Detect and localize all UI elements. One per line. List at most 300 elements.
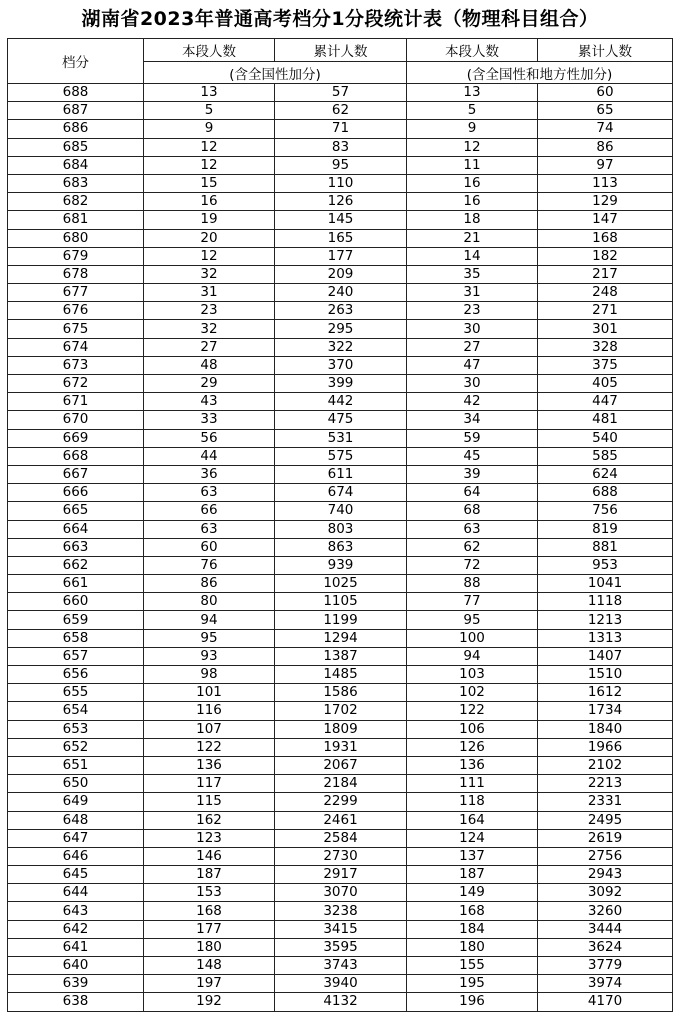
table-row [8, 738, 673, 756]
group1-count-cell: 187 [144, 866, 275, 884]
group1-count-cell: 13 [144, 84, 275, 102]
group2-cumulative-cell: 1612 [538, 684, 673, 702]
group1-count-cell: 33 [144, 411, 275, 429]
group1-cumulative-cell: 1387 [275, 647, 407, 665]
group1-count-cell: 192 [144, 993, 275, 1011]
group2-cumulative-cell: 447 [538, 393, 673, 411]
group1-cumulative-cell: 165 [275, 229, 407, 247]
group1-cumulative-cell: 674 [275, 484, 407, 502]
table-row [8, 829, 673, 847]
group2-cumulative-cell: 97 [538, 156, 673, 174]
group2-cumulative-cell: 129 [538, 193, 673, 211]
group1-count-cell: 9 [144, 120, 275, 138]
group1-cumulative-cell: 575 [275, 447, 407, 465]
group1-count-cell: 29 [144, 375, 275, 393]
score-cell: 658 [8, 629, 144, 647]
table-row [8, 429, 673, 447]
group2-count-cell: 126 [407, 738, 538, 756]
group1-count-cell: 123 [144, 829, 275, 847]
group2-count-cell: 23 [407, 302, 538, 320]
group2-count-cell: 62 [407, 538, 538, 556]
group1-count-cell: 101 [144, 684, 275, 702]
group2-cumulative-header: 累计人数 [538, 39, 673, 62]
group1-count-header: 本段人数 [144, 39, 275, 62]
group1-count-cell: 93 [144, 647, 275, 665]
group2-cumulative-cell: 74 [538, 120, 673, 138]
group2-cumulative-cell: 1313 [538, 629, 673, 647]
group2-count-cell: 39 [407, 465, 538, 483]
score-cell: 660 [8, 593, 144, 611]
group2-cumulative-cell: 2756 [538, 847, 673, 865]
group2-count-cell: 118 [407, 793, 538, 811]
table-row [8, 102, 673, 120]
table-row [8, 938, 673, 956]
table-row [8, 538, 673, 556]
group1-cumulative-cell: 3238 [275, 902, 407, 920]
group2-count-cell: 64 [407, 484, 538, 502]
group1-count-cell: 56 [144, 429, 275, 447]
group1-cumulative-cell: 1025 [275, 575, 407, 593]
group2-cumulative-cell: 3444 [538, 920, 673, 938]
group2-cumulative-cell: 1966 [538, 738, 673, 756]
group2-cumulative-cell: 3260 [538, 902, 673, 920]
group1-count-cell: 197 [144, 975, 275, 993]
table-row [8, 593, 673, 611]
table-row [8, 647, 673, 665]
group2-count-cell: 5 [407, 102, 538, 120]
group1-count-cell: 153 [144, 884, 275, 902]
score-cell: 685 [8, 138, 144, 156]
group1-count-cell: 180 [144, 938, 275, 956]
group2-cumulative-cell: 2495 [538, 811, 673, 829]
group1-count-cell: 63 [144, 484, 275, 502]
group2-cumulative-cell: 819 [538, 520, 673, 538]
score-cell: 651 [8, 756, 144, 774]
table-row [8, 720, 673, 738]
table-row [8, 138, 673, 156]
group2-cumulative-cell: 2619 [538, 829, 673, 847]
group2-count-cell: 122 [407, 702, 538, 720]
group2-count-cell: 45 [407, 447, 538, 465]
table-row [8, 884, 673, 902]
table-row [8, 393, 673, 411]
group2-count-cell: 16 [407, 174, 538, 192]
score-cell: 672 [8, 375, 144, 393]
group1-count-cell: 31 [144, 284, 275, 302]
score-cell: 682 [8, 193, 144, 211]
group2-count-cell: 77 [407, 593, 538, 611]
group2-count-cell: 137 [407, 847, 538, 865]
table-header [8, 39, 673, 84]
group1-count-cell: 60 [144, 538, 275, 556]
group2-note: (含全国性和地方性加分) [407, 62, 673, 84]
group2-count-cell: 95 [407, 611, 538, 629]
group1-count-cell: 168 [144, 902, 275, 920]
group1-cumulative-cell: 939 [275, 556, 407, 574]
group1-cumulative-cell: 83 [275, 138, 407, 156]
table-row [8, 756, 673, 774]
group1-cumulative-cell: 803 [275, 520, 407, 538]
group2-count-cell: 68 [407, 502, 538, 520]
group1-cumulative-cell: 62 [275, 102, 407, 120]
table-row [8, 957, 673, 975]
table-row [8, 411, 673, 429]
table-row [8, 993, 673, 1011]
group1-count-cell: 19 [144, 211, 275, 229]
table-row [8, 520, 673, 538]
table-row [8, 229, 673, 247]
group1-cumulative-cell: 2067 [275, 756, 407, 774]
score-cell: 675 [8, 320, 144, 338]
score-cell: 665 [8, 502, 144, 520]
group2-cumulative-cell: 2102 [538, 756, 673, 774]
group2-count-cell: 14 [407, 247, 538, 265]
table-row [8, 847, 673, 865]
group2-count-cell: 35 [407, 265, 538, 283]
group1-count-cell: 177 [144, 920, 275, 938]
group1-cumulative-cell: 3743 [275, 957, 407, 975]
group2-count-cell: 124 [407, 829, 538, 847]
group2-count-cell: 47 [407, 356, 538, 374]
group1-cumulative-cell: 1809 [275, 720, 407, 738]
score-cell: 676 [8, 302, 144, 320]
group2-cumulative-cell: 688 [538, 484, 673, 502]
group1-count-cell: 136 [144, 756, 275, 774]
group2-count-cell: 195 [407, 975, 538, 993]
group1-count-cell: 115 [144, 793, 275, 811]
group1-cumulative-cell: 611 [275, 465, 407, 483]
group2-count-cell: 31 [407, 284, 538, 302]
score-cell: 645 [8, 866, 144, 884]
group2-cumulative-cell: 168 [538, 229, 673, 247]
group2-count-cell: 12 [407, 138, 538, 156]
group2-count-cell: 102 [407, 684, 538, 702]
group1-cumulative-cell: 209 [275, 265, 407, 283]
group1-count-cell: 5 [144, 102, 275, 120]
score-cell: 677 [8, 284, 144, 302]
group2-cumulative-cell: 2213 [538, 775, 673, 793]
group2-count-cell: 42 [407, 393, 538, 411]
table-row [8, 866, 673, 884]
group1-cumulative-cell: 240 [275, 284, 407, 302]
group1-count-cell: 80 [144, 593, 275, 611]
table-row [8, 975, 673, 993]
group2-cumulative-cell: 147 [538, 211, 673, 229]
group2-cumulative-cell: 1213 [538, 611, 673, 629]
score-cell: 646 [8, 847, 144, 865]
group2-cumulative-cell: 881 [538, 538, 673, 556]
group2-count-cell: 63 [407, 520, 538, 538]
group2-cumulative-cell: 1840 [538, 720, 673, 738]
score-cell: 673 [8, 356, 144, 374]
group1-count-cell: 32 [144, 265, 275, 283]
group1-cumulative-cell: 531 [275, 429, 407, 447]
group1-cumulative-cell: 110 [275, 174, 407, 192]
group2-count-cell: 72 [407, 556, 538, 574]
group2-cumulative-cell: 624 [538, 465, 673, 483]
score-cell: 663 [8, 538, 144, 556]
page-title: 湖南省2023年普通高考档分1分段统计表（物理科目组合） [81, 8, 599, 30]
table-row [8, 629, 673, 647]
group2-cumulative-cell: 405 [538, 375, 673, 393]
score-cell: 681 [8, 211, 144, 229]
group1-cumulative-cell: 4132 [275, 993, 407, 1011]
table-row [8, 502, 673, 520]
group1-count-cell: 12 [144, 156, 275, 174]
group1-cumulative-cell: 2461 [275, 811, 407, 829]
group1-cumulative-cell: 57 [275, 84, 407, 102]
score-cell: 664 [8, 520, 144, 538]
table-body [8, 84, 673, 1012]
score-cell: 687 [8, 102, 144, 120]
group2-cumulative-cell: 182 [538, 247, 673, 265]
group1-cumulative-cell: 2584 [275, 829, 407, 847]
score-cell: 657 [8, 647, 144, 665]
group1-count-cell: 122 [144, 738, 275, 756]
group1-count-cell: 94 [144, 611, 275, 629]
score-column-header: 档分 [8, 39, 144, 84]
group2-count-cell: 155 [407, 957, 538, 975]
group2-cumulative-cell: 953 [538, 556, 673, 574]
group2-cumulative-cell: 301 [538, 320, 673, 338]
table-row [8, 338, 673, 356]
table-row [8, 702, 673, 720]
table-row [8, 920, 673, 938]
group1-count-cell: 86 [144, 575, 275, 593]
score-cell: 666 [8, 484, 144, 502]
score-cell: 655 [8, 684, 144, 702]
group2-cumulative-cell: 248 [538, 284, 673, 302]
group1-cumulative-cell: 2299 [275, 793, 407, 811]
group2-count-cell: 11 [407, 156, 538, 174]
table-row [8, 174, 673, 192]
group1-cumulative-cell: 3070 [275, 884, 407, 902]
table-row [8, 375, 673, 393]
table-row [8, 284, 673, 302]
group1-cumulative-cell: 1586 [275, 684, 407, 702]
score-cell: 650 [8, 775, 144, 793]
group1-cumulative-cell: 3595 [275, 938, 407, 956]
group1-cumulative-cell: 322 [275, 338, 407, 356]
score-cell: 680 [8, 229, 144, 247]
group1-cumulative-cell: 145 [275, 211, 407, 229]
group2-count-cell: 59 [407, 429, 538, 447]
group1-cumulative-cell: 1199 [275, 611, 407, 629]
group1-count-cell: 66 [144, 502, 275, 520]
group1-cumulative-cell: 71 [275, 120, 407, 138]
group2-count-cell: 196 [407, 993, 538, 1011]
score-cell: 647 [8, 829, 144, 847]
group2-cumulative-cell: 3624 [538, 938, 673, 956]
group2-cumulative-cell: 86 [538, 138, 673, 156]
group2-count-cell: 136 [407, 756, 538, 774]
table-row [8, 575, 673, 593]
group1-count-cell: 107 [144, 720, 275, 738]
group2-count-cell: 34 [407, 411, 538, 429]
score-distribution-table [7, 38, 673, 1012]
group1-cumulative-cell: 475 [275, 411, 407, 429]
score-cell: 667 [8, 465, 144, 483]
group1-count-cell: 148 [144, 957, 275, 975]
group2-count-cell: 180 [407, 938, 538, 956]
group2-count-cell: 30 [407, 375, 538, 393]
group2-count-cell: 21 [407, 229, 538, 247]
group2-cumulative-cell: 1041 [538, 575, 673, 593]
table-row [8, 320, 673, 338]
group2-count-cell: 18 [407, 211, 538, 229]
group1-count-cell: 63 [144, 520, 275, 538]
table-row [8, 556, 673, 574]
group1-count-cell: 98 [144, 666, 275, 684]
group1-cumulative-cell: 126 [275, 193, 407, 211]
table-row [8, 193, 673, 211]
score-cell: 688 [8, 84, 144, 102]
score-cell: 686 [8, 120, 144, 138]
group1-count-cell: 44 [144, 447, 275, 465]
table-row [8, 666, 673, 684]
group2-cumulative-cell: 1407 [538, 647, 673, 665]
group1-cumulative-cell: 177 [275, 247, 407, 265]
score-cell: 641 [8, 938, 144, 956]
score-cell: 644 [8, 884, 144, 902]
group2-count-cell: 168 [407, 902, 538, 920]
score-cell: 643 [8, 902, 144, 920]
group1-count-cell: 76 [144, 556, 275, 574]
group1-cumulative-cell: 740 [275, 502, 407, 520]
table-row [8, 447, 673, 465]
group1-cumulative-cell: 2184 [275, 775, 407, 793]
group1-count-cell: 48 [144, 356, 275, 374]
score-cell: 652 [8, 738, 144, 756]
group2-cumulative-cell: 2943 [538, 866, 673, 884]
score-cell: 649 [8, 793, 144, 811]
group2-cumulative-cell: 756 [538, 502, 673, 520]
score-cell: 671 [8, 393, 144, 411]
group2-cumulative-cell: 2331 [538, 793, 673, 811]
score-cell: 638 [8, 993, 144, 1011]
group2-count-header: 本段人数 [407, 39, 538, 62]
group1-cumulative-cell: 442 [275, 393, 407, 411]
group1-cumulative-cell: 1105 [275, 593, 407, 611]
score-cell: 683 [8, 174, 144, 192]
group1-count-cell: 12 [144, 247, 275, 265]
score-cell: 674 [8, 338, 144, 356]
group2-cumulative-cell: 4170 [538, 993, 673, 1011]
group1-count-cell: 20 [144, 229, 275, 247]
score-cell: 662 [8, 556, 144, 574]
group1-count-cell: 23 [144, 302, 275, 320]
group2-count-cell: 27 [407, 338, 538, 356]
group1-cumulative-cell: 2917 [275, 866, 407, 884]
group2-count-cell: 164 [407, 811, 538, 829]
score-cell: 678 [8, 265, 144, 283]
group1-count-cell: 32 [144, 320, 275, 338]
table-row [8, 156, 673, 174]
group2-cumulative-cell: 60 [538, 84, 673, 102]
group2-cumulative-cell: 3974 [538, 975, 673, 993]
group1-count-cell: 116 [144, 702, 275, 720]
group2-cumulative-cell: 1734 [538, 702, 673, 720]
group1-cumulative-cell: 1485 [275, 666, 407, 684]
group2-count-cell: 88 [407, 575, 538, 593]
group2-cumulative-cell: 328 [538, 338, 673, 356]
table-row [8, 684, 673, 702]
group2-count-cell: 111 [407, 775, 538, 793]
group1-cumulative-cell: 863 [275, 538, 407, 556]
table-row [8, 265, 673, 283]
group2-count-cell: 9 [407, 120, 538, 138]
table-row [8, 356, 673, 374]
group2-cumulative-cell: 1510 [538, 666, 673, 684]
group1-note: (含全国性加分) [144, 62, 407, 84]
score-cell: 679 [8, 247, 144, 265]
group2-count-cell: 149 [407, 884, 538, 902]
group1-cumulative-cell: 95 [275, 156, 407, 174]
table-row [8, 611, 673, 629]
group2-cumulative-cell: 113 [538, 174, 673, 192]
group2-cumulative-cell: 271 [538, 302, 673, 320]
group2-cumulative-cell: 217 [538, 265, 673, 283]
group1-cumulative-cell: 2730 [275, 847, 407, 865]
group1-cumulative-cell: 295 [275, 320, 407, 338]
table-row [8, 120, 673, 138]
group2-cumulative-cell: 65 [538, 102, 673, 120]
group1-cumulative-cell: 1294 [275, 629, 407, 647]
table-row [8, 775, 673, 793]
score-cell: 639 [8, 975, 144, 993]
group2-count-cell: 16 [407, 193, 538, 211]
score-cell: 642 [8, 920, 144, 938]
group2-cumulative-cell: 3092 [538, 884, 673, 902]
table-row [8, 811, 673, 829]
group1-cumulative-cell: 3415 [275, 920, 407, 938]
group2-count-cell: 30 [407, 320, 538, 338]
group1-count-cell: 117 [144, 775, 275, 793]
table-row [8, 211, 673, 229]
score-cell: 659 [8, 611, 144, 629]
group1-count-cell: 12 [144, 138, 275, 156]
group2-count-cell: 13 [407, 84, 538, 102]
group1-count-cell: 16 [144, 193, 275, 211]
group1-count-cell: 95 [144, 629, 275, 647]
group2-cumulative-cell: 481 [538, 411, 673, 429]
group2-count-cell: 103 [407, 666, 538, 684]
group1-count-cell: 27 [144, 338, 275, 356]
table-row [8, 84, 673, 102]
group1-count-cell: 146 [144, 847, 275, 865]
group2-count-cell: 106 [407, 720, 538, 738]
group2-cumulative-cell: 375 [538, 356, 673, 374]
group1-cumulative-cell: 3940 [275, 975, 407, 993]
score-cell: 661 [8, 575, 144, 593]
table-row [8, 902, 673, 920]
score-cell: 669 [8, 429, 144, 447]
table-row [8, 302, 673, 320]
group2-count-cell: 187 [407, 866, 538, 884]
group2-cumulative-cell: 585 [538, 447, 673, 465]
group2-count-cell: 94 [407, 647, 538, 665]
group1-cumulative-cell: 1702 [275, 702, 407, 720]
score-cell: 654 [8, 702, 144, 720]
score-cell: 668 [8, 447, 144, 465]
group1-cumulative-cell: 399 [275, 375, 407, 393]
group2-count-cell: 100 [407, 629, 538, 647]
group2-cumulative-cell: 540 [538, 429, 673, 447]
group1-count-cell: 36 [144, 465, 275, 483]
group1-cumulative-cell: 370 [275, 356, 407, 374]
table-row [8, 247, 673, 265]
score-cell: 670 [8, 411, 144, 429]
